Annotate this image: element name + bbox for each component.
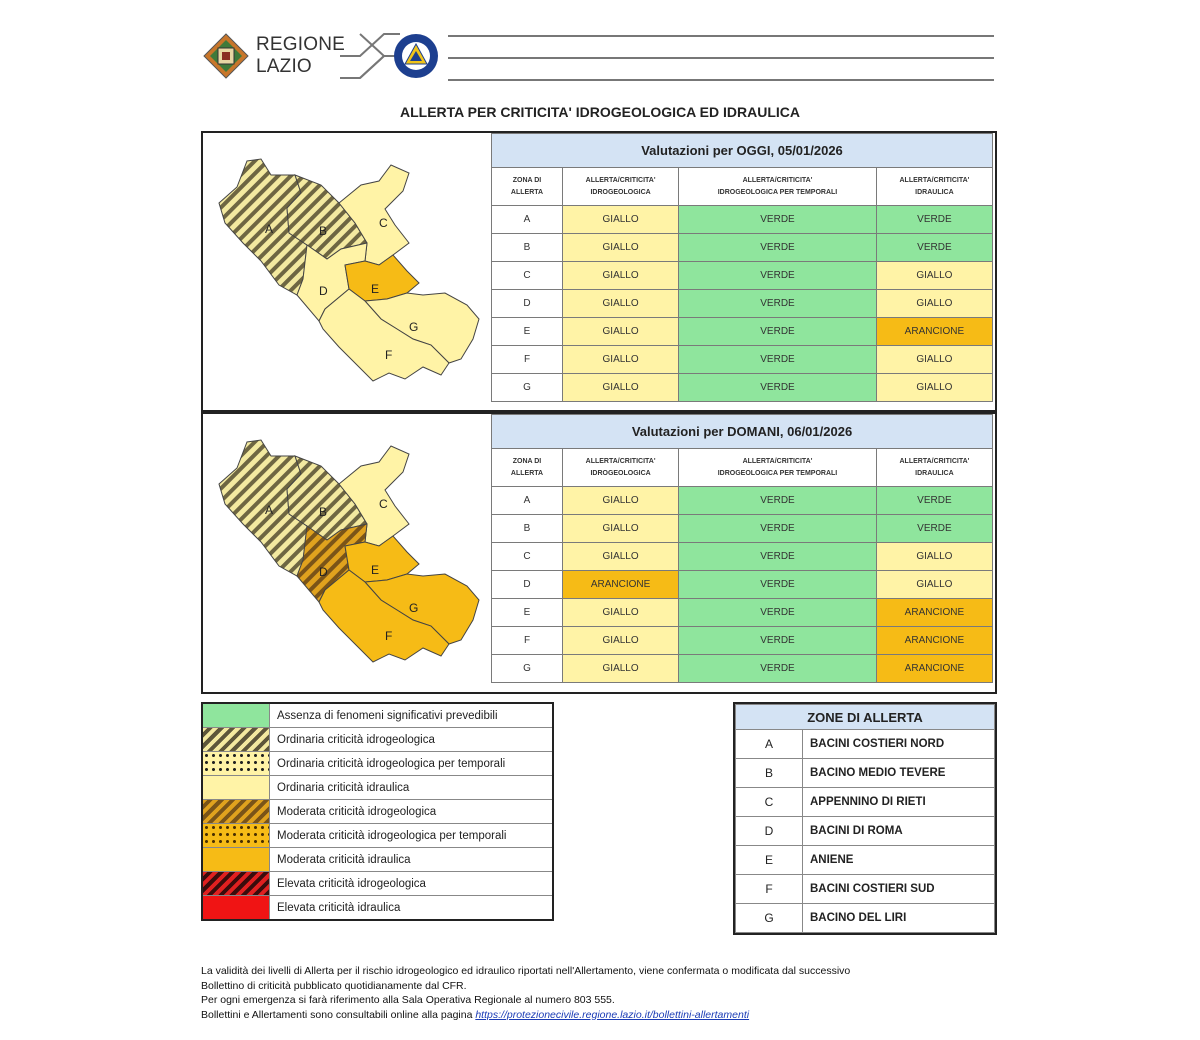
alert-level-idrogeo: GIALLO bbox=[563, 543, 679, 571]
legend-label: Elevata criticità idrogeologica bbox=[277, 877, 426, 890]
alert-level-idraulica: ARANCIONE bbox=[876, 655, 992, 683]
zone-code: D bbox=[492, 290, 563, 318]
alert-level-idraulica: GIALLO bbox=[876, 571, 992, 599]
footer-line: Per ogni emergenza si farà riferimento alla Sala Operativa Regionale al numero 803 555. bbox=[201, 994, 615, 1006]
alert-level-idrogeo: GIALLO bbox=[563, 627, 679, 655]
table-row bbox=[492, 206, 993, 234]
regione-lazio-logo bbox=[203, 33, 249, 79]
zone-code: B bbox=[492, 234, 563, 262]
table-row bbox=[492, 487, 993, 515]
col-zona: ZONA DI ALLERTA bbox=[492, 168, 563, 206]
map-label: D bbox=[319, 284, 328, 298]
alert-level-temporali: VERDE bbox=[679, 627, 877, 655]
footer-line: Bollettino di criticità pubblicato quotidianamente dal CFR. bbox=[201, 979, 467, 992]
zone-code: A bbox=[736, 730, 803, 759]
legend-label: Ordinaria criticità idraulica bbox=[277, 781, 410, 794]
table-row bbox=[492, 374, 993, 402]
map-label: C bbox=[379, 497, 388, 511]
header-line bbox=[448, 57, 994, 59]
legend-label: Moderata criticità idraulica bbox=[277, 853, 411, 866]
zone-name: BACINI DI ROMA bbox=[803, 817, 995, 846]
table-row bbox=[492, 318, 993, 346]
zone-code: C bbox=[736, 788, 803, 817]
table-row bbox=[492, 290, 993, 318]
alert-level-idraulica: VERDE bbox=[876, 234, 992, 262]
alert-level-idraulica: GIALLO bbox=[876, 290, 992, 318]
legend-label: Moderata criticità idrogeologica per temporali bbox=[277, 829, 507, 842]
alert-level-idrogeo: GIALLO bbox=[563, 206, 679, 234]
map-label: F bbox=[385, 348, 393, 362]
footer-line: Bollettini e Allertamenti sono consultabili online alla pagina https://protezionecivile.regione.lazio.it/bollettini-allertamenti bbox=[201, 1008, 750, 1021]
map-label: G bbox=[409, 320, 419, 334]
map-label: B bbox=[319, 505, 328, 519]
zone-code: D bbox=[492, 571, 563, 599]
zone-code: G bbox=[492, 655, 563, 683]
zone-code: G bbox=[736, 904, 803, 933]
table-row bbox=[492, 543, 993, 571]
legend-swatch bbox=[203, 752, 270, 775]
today-title: Valutazioni per OGGI, 05/01/2026 bbox=[492, 134, 993, 168]
col-temporali: ALLERTA/CRITICITA' IDROGEOLOGICA PER TEMPORALI bbox=[679, 449, 877, 487]
alert-level-temporali: VERDE bbox=[679, 487, 877, 515]
map-label: G bbox=[409, 601, 419, 615]
legend-item bbox=[203, 872, 552, 896]
legend-label: Ordinaria criticità idrogeologica per temporali bbox=[277, 757, 506, 770]
zone-code: B bbox=[492, 515, 563, 543]
zone-code: F bbox=[736, 875, 803, 904]
zone-code: F bbox=[492, 627, 563, 655]
alert-level-idraulica: VERDE bbox=[876, 206, 992, 234]
alert-level-idrogeo: ARANCIONE bbox=[563, 571, 679, 599]
protezione-civile-logo bbox=[393, 33, 439, 79]
alert-level-idraulica: ARANCIONE bbox=[876, 627, 992, 655]
header-divider-graphic bbox=[340, 30, 400, 82]
alert-level-idraulica: GIALLO bbox=[876, 346, 992, 374]
table-row bbox=[492, 599, 993, 627]
alert-level-idrogeo: GIALLO bbox=[563, 599, 679, 627]
alert-level-idrogeo: GIALLO bbox=[563, 234, 679, 262]
legend-label: Assenza di fenomeni significativi prevedibili bbox=[277, 709, 498, 722]
alert-level-idraulica: ARANCIONE bbox=[876, 318, 992, 346]
legend-swatch bbox=[203, 872, 270, 895]
alert-level-idrogeo: GIALLO bbox=[563, 655, 679, 683]
table-row bbox=[492, 627, 993, 655]
alert-level-temporali: VERDE bbox=[679, 515, 877, 543]
zone-list bbox=[733, 702, 997, 935]
footer-line: La validità dei livelli di Allerta per il rischio idrogeologico ed idraulico riportati nell'Allertamento, viene confermata o modificata dal successivo bbox=[201, 965, 851, 977]
map-label: E bbox=[371, 563, 380, 577]
alert-level-temporali: VERDE bbox=[679, 346, 877, 374]
alert-level-idraulica: VERDE bbox=[876, 515, 992, 543]
zone-code: A bbox=[492, 487, 563, 515]
alert-level-idrogeo: GIALLO bbox=[563, 515, 679, 543]
table-row bbox=[492, 655, 993, 683]
legend-swatch bbox=[203, 728, 270, 751]
zone-row bbox=[736, 875, 995, 904]
map-label: B bbox=[319, 224, 328, 238]
zone-code: E bbox=[492, 318, 563, 346]
col-zona: ZONA DI ALLERTA bbox=[492, 449, 563, 487]
zone-code: B bbox=[736, 759, 803, 788]
legend-label: Elevata criticità idraulica bbox=[277, 901, 401, 914]
zone-row bbox=[736, 904, 995, 933]
legend-item bbox=[203, 824, 552, 848]
region-name: REGIONE LAZIO bbox=[256, 34, 346, 77]
map-label: C bbox=[379, 216, 388, 230]
legend-item bbox=[203, 704, 552, 728]
table-row bbox=[492, 234, 993, 262]
table-row bbox=[492, 571, 993, 599]
map-label: A bbox=[265, 503, 274, 517]
legend-item bbox=[203, 896, 552, 919]
map-label: E bbox=[371, 282, 380, 296]
alert-level-temporali: VERDE bbox=[679, 571, 877, 599]
alert-level-idraulica: GIALLO bbox=[876, 262, 992, 290]
zone-list-title: ZONE DI ALLERTA bbox=[736, 705, 995, 730]
header-line bbox=[448, 79, 994, 81]
tomorrow-zone-map bbox=[209, 434, 483, 669]
alert-level-idrogeo: GIALLO bbox=[563, 374, 679, 402]
zone-name: BACINI COSTIERI SUD bbox=[803, 875, 995, 904]
zone-code: G bbox=[492, 374, 563, 402]
col-idrogeo: ALLERTA/CRITICITA' IDROGEOLOGICA bbox=[563, 168, 679, 206]
zone-row bbox=[736, 817, 995, 846]
zone-name: BACINO DEL LIRI bbox=[803, 904, 995, 933]
alert-level-temporali: VERDE bbox=[679, 206, 877, 234]
legend-item bbox=[203, 800, 552, 824]
zone-code: E bbox=[492, 599, 563, 627]
alert-level-idrogeo: GIALLO bbox=[563, 318, 679, 346]
map-label: F bbox=[385, 629, 393, 643]
alert-level-idraulica: GIALLO bbox=[876, 374, 992, 402]
legend-item bbox=[203, 776, 552, 800]
zone-name: BACINI COSTIERI NORD bbox=[803, 730, 995, 759]
alert-level-temporali: VERDE bbox=[679, 290, 877, 318]
col-idrogeo: ALLERTA/CRITICITA' IDROGEOLOGICA bbox=[563, 449, 679, 487]
today-zone-map bbox=[209, 153, 483, 388]
alert-level-idrogeo: GIALLO bbox=[563, 487, 679, 515]
alert-level-idrogeo: GIALLO bbox=[563, 262, 679, 290]
bulletin-link[interactable]: https://protezionecivile.regione.lazio.it/bollettini-allertamenti bbox=[475, 1008, 750, 1021]
legend-swatch bbox=[203, 848, 270, 871]
zone-row bbox=[736, 788, 995, 817]
map-label: A bbox=[265, 222, 274, 236]
zone-code: C bbox=[492, 262, 563, 290]
col-idraulica: ALLERTA/CRITICITA' IDRAULICA bbox=[876, 449, 992, 487]
zone-code: D bbox=[736, 817, 803, 846]
alert-level-temporali: VERDE bbox=[679, 374, 877, 402]
table-row bbox=[492, 346, 993, 374]
legend bbox=[201, 702, 554, 921]
alert-level-idraulica: VERDE bbox=[876, 487, 992, 515]
table-row bbox=[492, 515, 993, 543]
header-line bbox=[448, 35, 994, 37]
alert-level-idrogeo: GIALLO bbox=[563, 346, 679, 374]
legend-item bbox=[203, 848, 552, 872]
zone-code: E bbox=[736, 846, 803, 875]
footer-note bbox=[201, 964, 1001, 1022]
tomorrow-title: Valutazioni per DOMANI, 06/01/2026 bbox=[492, 415, 993, 449]
alert-level-temporali: VERDE bbox=[679, 599, 877, 627]
alert-level-temporali: VERDE bbox=[679, 543, 877, 571]
legend-swatch bbox=[203, 704, 270, 727]
today-table bbox=[491, 133, 993, 402]
tomorrow-panel bbox=[201, 412, 997, 694]
zone-code: F bbox=[492, 346, 563, 374]
legend-item bbox=[203, 752, 552, 776]
alert-level-idrogeo: GIALLO bbox=[563, 290, 679, 318]
alert-level-idraulica: ARANCIONE bbox=[876, 599, 992, 627]
legend-swatch bbox=[203, 896, 270, 919]
legend-item bbox=[203, 728, 552, 752]
map-label: D bbox=[319, 565, 328, 579]
zone-name: ANIENE bbox=[803, 846, 995, 875]
zone-code: C bbox=[492, 543, 563, 571]
legend-label: Ordinaria criticità idrogeologica bbox=[277, 733, 435, 746]
today-panel bbox=[201, 131, 997, 412]
zone-name: APPENNINO DI RIETI bbox=[803, 788, 995, 817]
alert-level-idraulica: GIALLO bbox=[876, 543, 992, 571]
zone-name: BACINO MEDIO TEVERE bbox=[803, 759, 995, 788]
table-row bbox=[492, 262, 993, 290]
alert-level-temporali: VERDE bbox=[679, 234, 877, 262]
alert-level-temporali: VERDE bbox=[679, 655, 877, 683]
legend-swatch bbox=[203, 824, 270, 847]
document-title: ALLERTA PER CRITICITA' IDROGEOLOGICA ED IDRAULICA bbox=[400, 104, 800, 120]
tomorrow-table bbox=[491, 414, 993, 683]
col-idraulica: ALLERTA/CRITICITA' IDRAULICA bbox=[876, 168, 992, 206]
zone-row bbox=[736, 846, 995, 875]
legend-label: Moderata criticità idrogeologica bbox=[277, 805, 437, 818]
zone-row bbox=[736, 759, 995, 788]
legend-swatch bbox=[203, 776, 270, 799]
zone-row bbox=[736, 730, 995, 759]
legend-swatch bbox=[203, 800, 270, 823]
zone-code: A bbox=[492, 206, 563, 234]
col-temporali: ALLERTA/CRITICITA' IDROGEOLOGICA PER TEMPORALI bbox=[679, 168, 877, 206]
alert-level-temporali: VERDE bbox=[679, 262, 877, 290]
alert-level-temporali: VERDE bbox=[679, 318, 877, 346]
